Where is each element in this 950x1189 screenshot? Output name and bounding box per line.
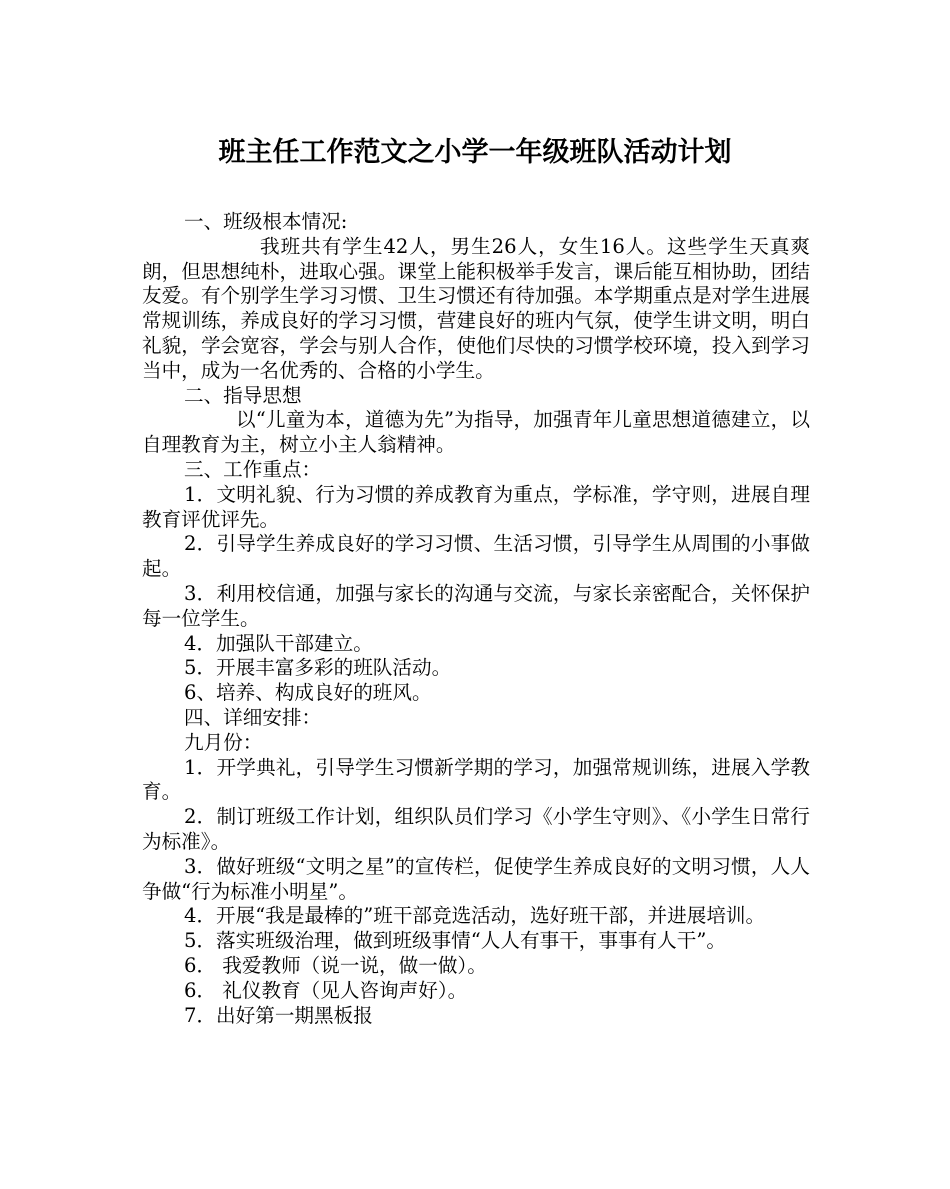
section-heading-guiding-thought: 二、指导思想 (184, 383, 302, 407)
list-item-september-7: 7．出好第一期黑板报 (184, 1003, 373, 1027)
list-item-focus-2: 2．引导学生养成良好的学习习惯、生活习惯，引导学生从周围的小事做起。 (142, 532, 810, 581)
month-heading-september: 九月份： (184, 730, 263, 754)
list-item-september-6a: 6． 我爱教师（说一说，做一做）。 (184, 953, 487, 977)
section-heading-work-focus: 三、工作重点： (184, 457, 322, 481)
list-item-september-2: 2．制订班级工作计划，组织队员们学习《小学生守则》、《小学生日常行为标准》。 (142, 805, 810, 853)
list-item-focus-6: 6、培养、构成良好的班风。 (184, 681, 432, 705)
list-item-september-1: 1．开学典礼，引导学生习惯新学期的学习，加强常规训练，进展入学教育。 (142, 755, 810, 804)
document-body (142, 210, 810, 1028)
list-item-focus-5: 5．开展丰富多彩的班队活动。 (184, 656, 452, 680)
list-item-focus-3: 3．利用校信通，加强与家长的沟通与交流，与家长亲密配合，关怀保护每一位学生。 (142, 581, 810, 630)
list-item-september-3: 3．做好班级“文明之星”的宣传栏，促使学生养成良好的文明习惯，人人争做“行为标准小明星”。 (142, 854, 810, 903)
paragraph-class-description: 我班共有学生42人，男生26人，女生16人。这些学生天真爽朗，但思想纯朴，进取心强。课堂上能积极举手发言，课后能互相协助，团结友爱。有个别学生学习习惯、卫生习惯还有待加强。本学期重点是对学生进展常规训练，养成良好的学习习惯，营建良好的班内气氛，使学生讲文明，明白礼貌，学会宽容，学会与别人合作，使他们尽快的习惯学校环境，投入到学习当中，成为一名优秀的、合格的小学生。 (142, 234, 810, 382)
section-heading-detailed-plan: 四、详细安排： (184, 705, 322, 729)
page-title: 班主任工作范文之小学一年级班队活动计划 (218, 137, 732, 168)
list-item-september-5: 5．落实班级治理，做到班级事情“人人有事干，事事有人干”。 (184, 929, 726, 953)
section-heading-basic-situation: 一、班级根本情况: (184, 210, 348, 233)
list-item-september-4: 4．开展“我是最棒的”班干部竞选活动，选好班干部，并进展培训。 (184, 904, 766, 928)
list-item-september-6b: 6． 礼仪教育（见人咨询声好）。 (184, 978, 468, 1002)
paragraph-guiding-thought: 以“儿童为本，道德为先”为指导，加强青年儿童思想道德建立，以自理教育为主，树立小主人翁精神。 (142, 408, 810, 457)
list-item-focus-4: 4．加强队干部建立。 (184, 631, 373, 655)
list-item-focus-1: 1．文明礼貌、行为习惯的养成教育为重点，学标准，学守则，进展自理教育评优评先。 (142, 482, 810, 531)
